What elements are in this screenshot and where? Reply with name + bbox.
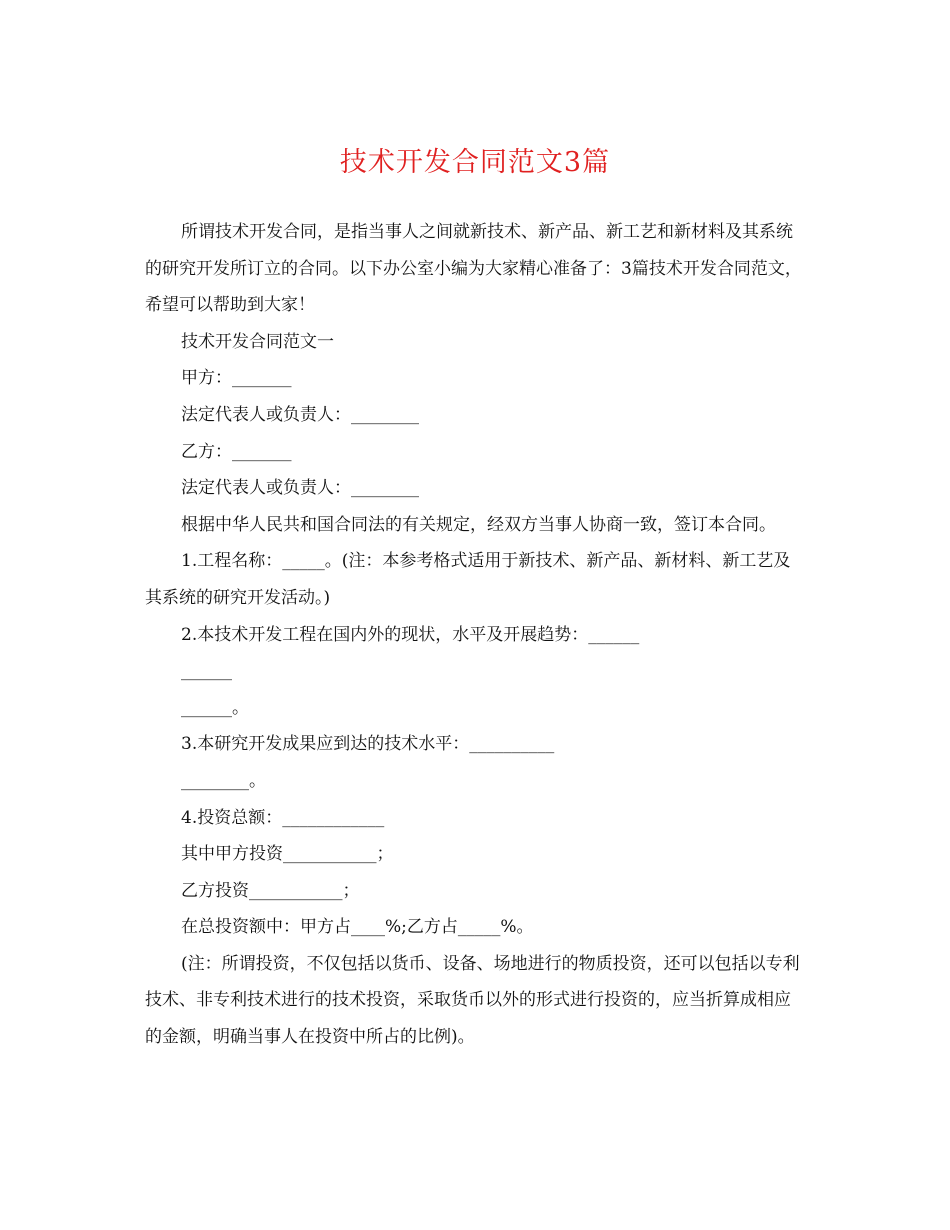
clause-2-blank-2: ______。 (181, 697, 249, 718)
document-title: 技术开发合同范文3篇 (339, 147, 611, 178)
clause-4-total-investment: 4.投资总额：____________ (181, 807, 385, 828)
party-a-investment: 其中甲方投资___________； (181, 844, 394, 865)
investment-ratio: 在总投资额中：甲方占____%;乙方占_____%。 (181, 917, 534, 938)
clause-3-blank: ________。 (181, 770, 266, 791)
party-a-representative-line: 法定代表人或负责人：________ (181, 404, 419, 425)
investment-note: (注：所谓投资，不仅包括以货币、设备、场地进行的物质投资，还可以包括以专利技术、非专利技术进行的技术投资，采取货币以外的形式进行投资的，应当折算成相应的金额，明确当事人在投资中所占的比例)。 (145, 953, 800, 1048)
legal-basis-paragraph: 根据中华人民共和国合同法的有关规定，经双方当事人协商一致，签订本合同。 (181, 514, 776, 535)
clause-2-blank-1: ______ (181, 661, 232, 682)
section-heading: 技术开发合同范文一 (181, 331, 334, 352)
party-a-line: 甲方：_______ (181, 368, 292, 389)
intro-paragraph: 所谓技术开发合同，是指当事人之间就新技术、新产品、新工艺和新材料及其系统的研究开发所订立的合同。以下办公室小编为大家精心准备了：3篇技术开发合同范文，希望可以帮助到大家！ (145, 222, 802, 316)
party-b-representative-line: 法定代表人或负责人：________ (181, 478, 419, 499)
clause-1-project-name: 1.工程名称：_____。(注：本参考格式适用于新技术、新产品、新材料、新工艺及其系统的研究开发活动。) (145, 551, 791, 608)
clause-2-status: 2.本技术开发工程在国内外的现状，水平及开展趋势：______ (181, 624, 640, 645)
party-b-investment: 乙方投资___________； (181, 880, 360, 901)
document-body (145, 214, 805, 1056)
party-b-line: 乙方：_______ (181, 441, 292, 462)
clause-3-technical-level: 3.本研究开发成果应到达的技术水平：__________ (181, 734, 555, 755)
